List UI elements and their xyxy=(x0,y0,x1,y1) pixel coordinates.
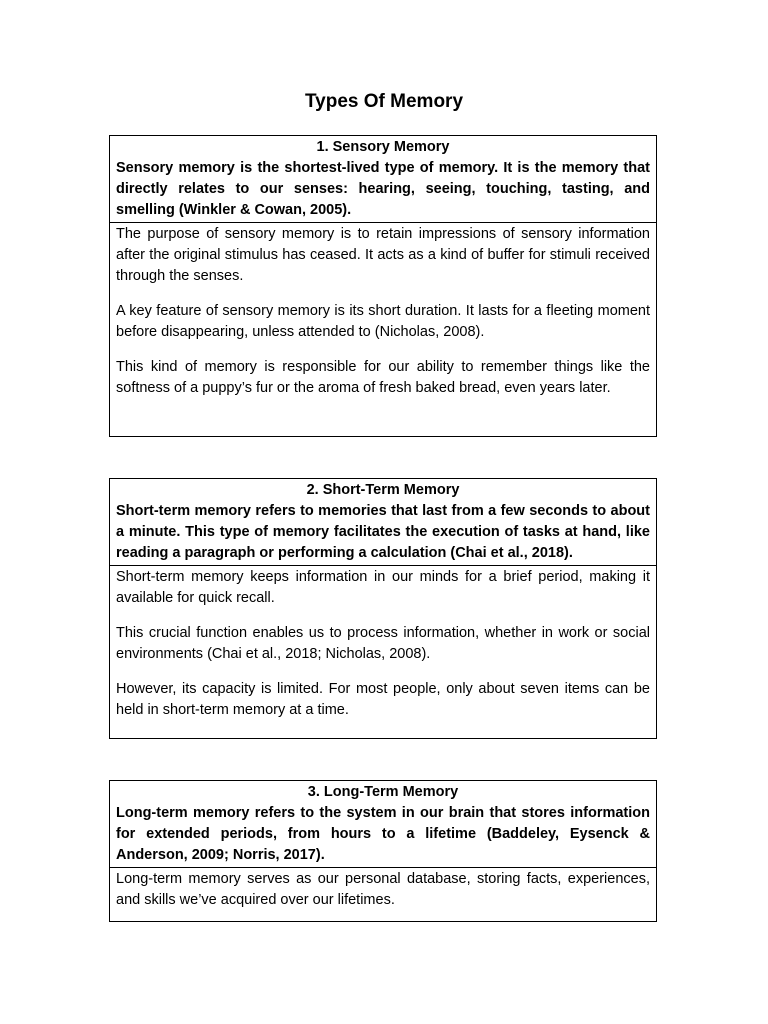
sensory-memory-paragraph-3: This kind of memory is responsible for our ability to remember things like the softness of a puppy’s fur or the aroma of fresh baked bread, even years later. xyxy=(116,359,650,396)
short-term-memory-paragraph-1: Short-term memory keeps information in our minds for a brief period, making it available for quick recall. xyxy=(116,569,650,606)
long-term-memory-heading: 3. Long-Term Memory xyxy=(307,784,459,800)
short-term-memory-box xyxy=(109,478,657,739)
long-term-memory-paragraph-1: Long-term memory serves as our personal database, storing facts, experiences, and skills we’ve acquired over our lifetimes. xyxy=(116,871,650,908)
sensory-memory-paragraph-1: The purpose of sensory memory is to retain impressions of sensory information after the original stimulus has ceased. It acts as a kind of buffer for stimuli received through the senses. xyxy=(116,226,650,284)
long-term-memory-box xyxy=(109,780,657,922)
short-term-memory-paragraph-2: This crucial function enables us to process information, whether in work or social environments (Chai et al., 2018; Nicholas, 2008). xyxy=(116,625,650,662)
sensory-memory-intro: Sensory memory is the shortest-lived type of memory. It is the memory that directly relates to our senses: hearing, seeing, touching, tasting, and smelling (Winkler & Cowan, 2005). xyxy=(116,160,650,218)
short-term-memory-header xyxy=(110,479,656,566)
short-term-memory-heading: 2. Short-Term Memory xyxy=(306,482,460,498)
short-term-memory-paragraph-3: However, its capacity is limited. For most people, only about seven items can be held in short-term memory at a time. xyxy=(116,681,650,718)
short-term-memory-body xyxy=(110,566,656,724)
sensory-memory-header xyxy=(110,136,656,223)
sensory-memory-paragraph-2: A key feature of sensory memory is its short duration. It lasts for a fleeting moment before disappearing, unless attended to (Nicholas, 2008). xyxy=(116,303,650,340)
short-term-memory-intro: Short-term memory refers to memories that last from a few seconds to about a minute. This type of memory facilitates the execution of tasks at hand, like reading a paragraph or performing a calculation (Chai et al., 2018). xyxy=(116,503,650,561)
sensory-memory-body xyxy=(110,223,656,402)
sensory-memory-heading: 1. Sensory Memory xyxy=(316,139,450,155)
long-term-memory-body xyxy=(110,868,656,914)
page-title: Types Of Memory xyxy=(304,91,464,112)
long-term-memory-header xyxy=(110,781,656,868)
long-term-memory-intro: Long-term memory refers to the system in our brain that stores information for extended periods, from hours to a lifetime (Baddeley, Eysenck & Anderson, 2009; Norris, 2017). xyxy=(116,805,650,863)
sensory-memory-box xyxy=(109,135,657,437)
